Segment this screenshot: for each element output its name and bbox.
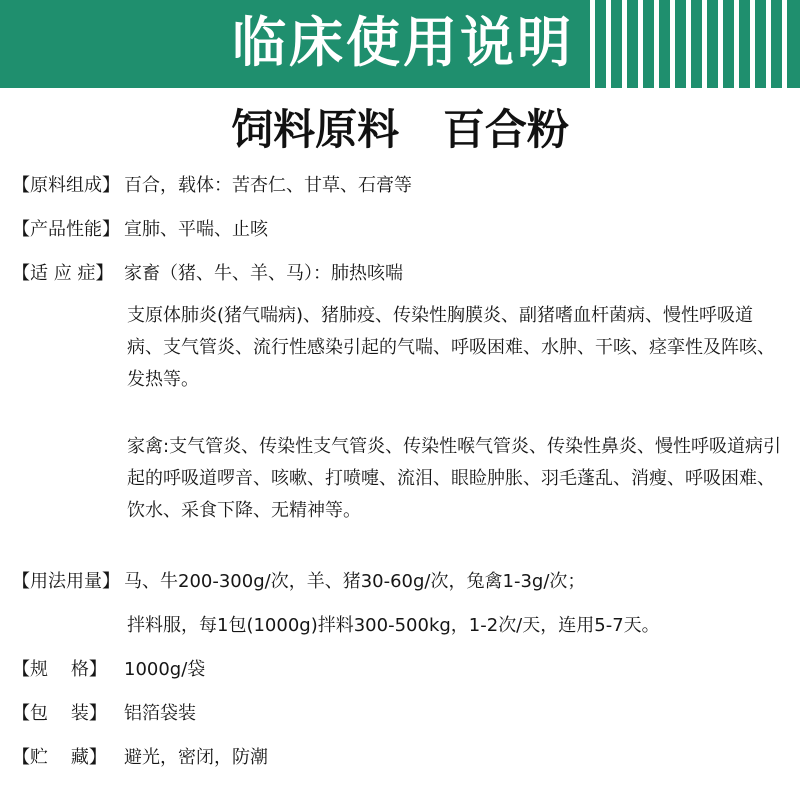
packaging-value: 铝箔袋装: [124, 703, 196, 724]
indications-label: 【适 应 症】: [12, 263, 114, 284]
storage-row: [12, 745, 268, 771]
decorative-stripes: [582, 0, 800, 88]
composition-row: [12, 173, 412, 199]
composition-label: 【原料组成】: [12, 175, 120, 196]
spec-value: 1000g/袋: [124, 659, 206, 680]
composition-value: 百合，载体：苦杏仁、甘草、石膏等: [124, 175, 412, 196]
performance-value: 宣肺、平喘、止咳: [124, 219, 268, 240]
storage-value: 避光，密闭，防潮: [124, 747, 268, 768]
storage-label: 【贮 藏】: [12, 747, 107, 768]
dosage-line-1: 马、牛200-300g/次，羊、猪30-60g/次，兔禽1-3g/次；: [124, 571, 586, 592]
page-title: 临床使用说明: [232, 11, 574, 74]
spec-row: [12, 657, 205, 683]
performance-row: [12, 217, 268, 243]
dosage-row: [12, 569, 585, 595]
indications-livestock-paragraph: 支原体肺炎(猪气喘病)、猪肺疫、传染性胸膜炎、副猪嗜血杆菌病、慢性呼吸道病、支气管炎、流行性感染引起的气喘、呼吸困难、水肿、干咳、痉挛性及阵咳、发热等。: [127, 305, 775, 390]
dosage-line-2: 拌料服，每1包(1000g)拌料300-500kg，1-2次/天，连用5-7天。: [127, 615, 660, 636]
dosage-label: 【用法用量】: [12, 571, 120, 592]
title-banner: [0, 0, 800, 88]
performance-label: 【产品性能】: [12, 219, 120, 240]
product-subtitle: 饲料原料 百合粉: [231, 105, 569, 154]
packaging-row: [12, 701, 196, 727]
indications-poultry-paragraph: 家禽:支气管炎、传染性支气管炎、传染性喉气管炎、传染性鼻炎、慢性呼吸道病引起的呼吸道啰音、咳嗽、打喷嚏、流泪、眼睑肿胀、羽毛蓬乱、消瘦、呼吸困难、饮水、采食下降、无精神等。: [127, 436, 782, 521]
indications-row: [12, 261, 403, 287]
packaging-label: 【包 装】: [12, 703, 107, 724]
dosage-row-2: [127, 613, 660, 639]
indications-value: 家畜（猪、牛、羊、马）：肺热咳喘: [124, 263, 403, 284]
spec-label: 【规 格】: [12, 659, 107, 680]
